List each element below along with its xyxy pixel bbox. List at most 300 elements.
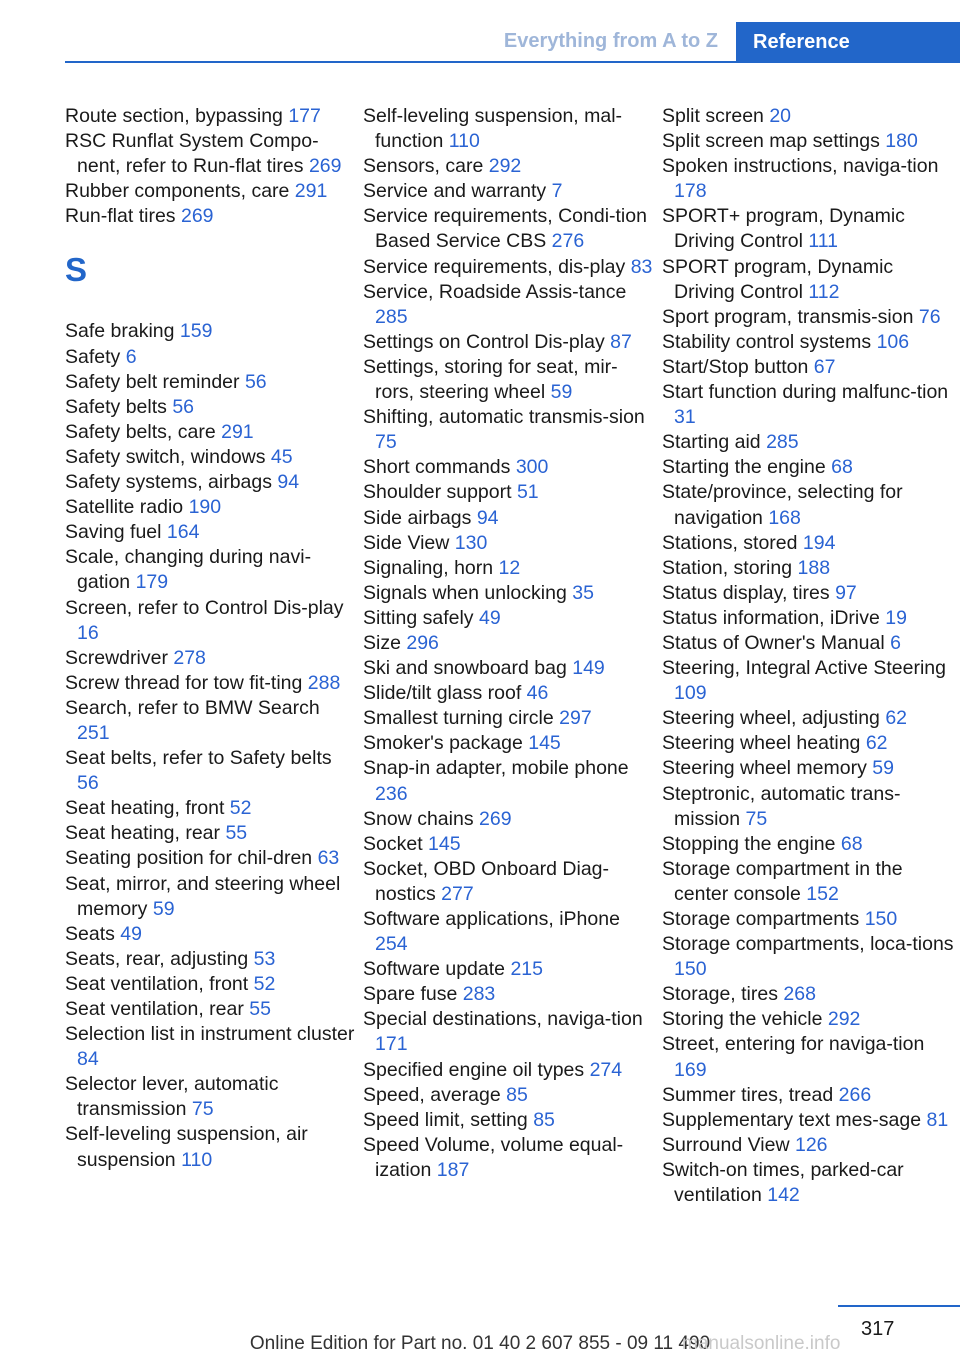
index-entry [65,1022,355,1072]
index-letter-heading: S [65,251,88,289]
entry-term: Station, storing [662,556,793,579]
index-entry [363,556,653,581]
entry-term: Self-leveling suspension, mal‐function [363,105,623,153]
page-reference-link[interactable]: 46 [526,682,549,705]
index-entry [363,255,653,280]
entry-term: SPORT+ program, Dynamic Driving Control [662,205,905,253]
index-column-2 [363,104,653,1183]
entry-term: Seating position for chil‐dren [65,847,313,870]
page-header [0,0,960,64]
entry-term: Spoken instructions, naviga‐tion [662,155,939,178]
page-reference-link[interactable]: 75 [191,1098,214,1121]
entry-term: Service requirements, dis‐play [363,255,626,278]
entry-term: Service, Roadside Assis‐tance [363,280,627,303]
index-entry [363,631,653,656]
page-reference-link[interactable]: 168 [768,506,801,529]
page-reference-link[interactable]: 20 [769,105,792,127]
index-entry [662,857,957,907]
page-reference-link[interactable]: 266 [838,1083,872,1106]
entry-term: Satellite radio [65,496,184,519]
page-reference-link[interactable]: 94 [277,471,300,494]
page-reference-link[interactable]: 269 [180,205,214,228]
page-reference-link[interactable]: 7 [551,180,563,203]
index-entry [662,104,957,129]
entry-term: Snap-in adapter, mobile phone [363,757,629,780]
entry-term: Stations, stored [662,531,798,554]
page-reference-link[interactable]: 6 [890,631,901,654]
entry-term: Smallest turning circle [363,707,554,730]
index-entry [363,832,653,857]
index-entry [662,430,957,455]
index-entry [65,545,355,595]
page-reference-link[interactable]: 269 [479,807,512,830]
page-reference-link[interactable]: 188 [797,556,831,579]
page-reference-link[interactable]: 152 [806,882,839,905]
entry-term: Special destinations, naviga‐tion [363,1008,643,1031]
page-reference-link[interactable]: 59 [550,381,573,404]
index-entry [363,957,653,982]
page-reference-link[interactable]: 110 [181,1148,213,1171]
index-entry [363,455,653,480]
footer-rule [838,1305,960,1307]
entry-term: Seat belts, refer to Safety belts [65,747,332,770]
index-entry [662,832,957,857]
entry-term: Safety systems, airbags [65,471,272,494]
index-entry [363,807,653,832]
page-reference-link[interactable]: 106 [876,330,910,353]
index-entry [363,204,653,254]
entry-term: Short commands [363,456,511,479]
page-reference-link[interactable]: 285 [375,305,408,328]
index-entry [65,445,355,470]
index-entry [363,104,653,154]
index-entry [662,556,957,581]
page-reference-link[interactable]: 177 [288,105,321,127]
index-entry [65,319,355,344]
index-entry [662,581,957,606]
index-entry [363,857,653,907]
entry-term: Storage compartment in the center console [662,857,903,905]
page-reference-link[interactable]: 142 [767,1184,800,1207]
entry-term: Status display, tires [662,581,830,604]
index-entry [363,1133,653,1183]
index-entry [662,782,957,832]
index-entry [65,345,355,370]
page-reference-link[interactable]: 159 [179,320,213,343]
index-entry [662,330,957,355]
entry-term: Safety [65,345,121,368]
page-reference-link[interactable]: 110 [448,130,480,153]
page-reference-link[interactable]: 164 [166,521,200,544]
index-entry [65,495,355,520]
index-entry [363,330,653,355]
entry-term: Sitting safely [363,606,474,629]
entry-term: Spare fuse [363,983,458,1006]
entry-term: State/province, selecting for navigation [662,481,903,529]
index-entry [363,1108,653,1133]
index-entry [363,1083,653,1108]
page-reference-link[interactable]: 35 [572,581,594,604]
page-reference-link[interactable]: 187 [436,1158,470,1181]
page-reference-link[interactable]: 274 [589,1058,623,1081]
page-reference-link[interactable]: 94 [476,506,499,529]
index-entry [363,480,653,505]
entry-term: Snow chains [363,807,474,830]
page-reference-link[interactable]: 53 [253,947,276,970]
page-reference-link[interactable]: 31 [674,406,696,429]
index-entry [65,671,355,696]
page-reference-link[interactable]: 145 [428,832,461,855]
entry-term: Seat heating, front [65,797,225,820]
page-reference-link[interactable]: 254 [375,933,408,956]
index-entry [65,104,355,129]
entry-term: Sport program, transmis‐sion [662,305,914,328]
entry-term: Specified engine oil types [363,1058,585,1081]
page-reference-link[interactable]: 149 [572,657,605,680]
entry-term: Seat ventilation, rear [65,998,244,1020]
page-reference-link[interactable]: 87 [610,330,632,353]
index-entry [662,907,957,932]
page-reference-link[interactable]: 109 [674,682,707,705]
entry-term: Shoulder support [363,481,512,504]
index-entry [662,656,957,706]
entry-term: Start function during malfunc‐tion [662,381,949,404]
page-reference-link[interactable]: 178 [674,180,707,203]
page-reference-link[interactable]: 59 [152,897,175,920]
header-rule [65,61,960,63]
watermark: manualsonline.info [682,1333,841,1354]
entry-term: Storage, tires [662,983,778,1006]
page-reference-link[interactable]: 75 [745,807,768,830]
entry-term: Slide/tilt glass roof [363,682,522,705]
entry-term: Supplementary text mes‐sage [662,1108,922,1131]
page-reference-link[interactable]: 51 [516,481,539,504]
index-column-1 [65,104,355,1173]
entry-term: Run-flat tires [65,205,176,228]
entry-term: Starting aid [662,431,761,454]
index-entry [363,982,653,1007]
entry-term: Storage compartments, loca‐tions [662,933,954,956]
page-reference-link[interactable]: 52 [229,797,252,820]
entry-term: Signaling, horn [363,556,494,579]
index-entry [65,846,355,871]
entry-term: Saving fuel [65,521,162,544]
entry-term: Speed Volume, volume equal‐ization [363,1133,624,1181]
page-reference-link[interactable]: 111 [808,230,839,253]
index-entry [363,706,653,731]
page-reference-link[interactable]: 283 [462,983,496,1006]
page-reference-link[interactable]: 291 [294,180,328,203]
index-entry [662,1083,957,1108]
page-reference-link[interactable]: 62 [885,707,908,730]
entry-term: Surround View [662,1133,790,1156]
index-entry [662,1007,957,1032]
page-reference-link[interactable]: 269 [308,155,342,178]
index-column-3 [662,104,957,1208]
page-reference-link[interactable]: 49 [478,606,501,629]
index-entry [65,179,355,204]
page-reference-link[interactable]: 285 [766,431,799,454]
page-reference-link[interactable]: 76 [918,305,941,328]
index-entry [363,405,653,455]
index-entry [363,179,653,204]
entry-term: Ski and snowboard bag [363,657,567,680]
entry-term: Steptronic, automatic trans‐mission [662,782,901,830]
page-reference-link[interactable]: 52 [253,972,276,995]
page-reference-link[interactable]: 268 [783,983,816,1006]
index-entry [662,204,957,254]
index-entry [65,922,355,947]
index-entry [662,531,957,556]
page-reference-link[interactable]: 150 [674,958,707,981]
entry-term: Safety belts, care [65,420,216,443]
page-reference-link[interactable]: 63 [317,847,340,870]
page-reference-link[interactable]: 126 [794,1133,828,1156]
index-entry [65,997,355,1022]
page-reference-link[interactable]: 97 [835,581,857,604]
entry-term: Software update [363,958,506,981]
entry-term: Steering wheel heating [662,732,861,755]
page-reference-link[interactable]: 194 [802,531,836,554]
index-entry [65,370,355,395]
page-reference-link[interactable]: 62 [865,732,888,755]
index-entry [65,696,355,746]
index-entry [662,731,957,756]
index-entry [662,455,957,480]
index-entry [662,706,957,731]
page-reference-link[interactable]: 67 [813,355,836,378]
index-entry [65,1072,355,1122]
page-reference-link[interactable]: 55 [225,822,248,845]
page-reference-link[interactable]: 56 [77,772,99,795]
entry-term: Seat heating, rear [65,822,221,845]
index-entry [65,204,355,229]
index-entry [662,1133,957,1158]
index-entry [363,581,653,606]
page-reference-link[interactable]: 215 [510,958,543,981]
entry-term: Settings, storing for seat, mir‐rors, steering wheel [363,355,618,404]
entry-term: Rubber components, care [65,180,290,203]
index-entry [662,480,957,530]
entry-term: Size [363,631,401,654]
index-entry [662,1032,957,1082]
entry-term: Service and warranty [363,180,547,203]
page-reference-link[interactable]: 180 [885,130,918,153]
page-reference-link[interactable]: 85 [533,1108,555,1131]
index-entry [363,606,653,631]
entry-term: Software applications, iPhone [363,908,620,930]
index-entry [65,129,355,179]
entry-term: Status information, iDrive [662,606,880,629]
entry-term: Safety belt reminder [65,370,240,393]
page-reference-link[interactable]: 112 [808,280,840,303]
entry-term: Seat, mirror, and steering wheel memory [65,872,341,920]
entry-term: Selection list in instrument cluster [65,1023,355,1046]
entry-term: RSC Runflat System Compo‐nent, refer to Run-flat tires [65,130,319,178]
index-entry [363,907,653,957]
index-entry [65,947,355,972]
page-reference-link[interactable]: 85 [506,1083,528,1106]
entry-term: Steering, Integral Active Steering [662,657,946,680]
index-entry [662,129,957,154]
page-reference-link[interactable]: 19 [885,606,907,629]
index-entry [65,646,355,671]
entry-term: Storage compartments [662,908,860,930]
page-reference-link[interactable]: 297 [559,707,592,730]
page-reference-link[interactable]: 16 [77,621,99,644]
page-number: 317 [861,1318,895,1340]
page-reference-link[interactable]: 68 [831,456,853,479]
page-reference-link[interactable]: 12 [498,556,521,579]
index-entry [65,470,355,495]
index-entry [662,305,957,330]
entry-term: Stopping the engine [662,832,836,855]
index-entry [65,746,355,796]
entry-term: Screwdriver [65,646,168,669]
index-entry [662,355,957,380]
index-entry [363,154,653,179]
index-entry [363,506,653,531]
entry-term: Search, refer to BMW Search [65,696,320,719]
entry-term: Status of Owner's Manual [662,631,885,654]
entry-term: Socket, OBD Onboard Diag‐nostics [363,857,610,905]
page-reference-link[interactable]: 83 [630,255,653,278]
entry-term: Storing the vehicle [662,1008,823,1031]
entry-term: Seats, rear, adjusting [65,947,249,970]
index-entry [363,731,653,756]
index-entry [65,395,355,420]
index-entry [363,280,653,330]
index-entry [65,972,355,997]
page-reference-link[interactable]: 130 [454,531,488,554]
index-entry [662,1108,957,1133]
chapter-tab: Reference [736,22,960,62]
page-reference-link[interactable]: 45 [270,445,293,468]
entry-term: Settings on Control Dis‐play [363,330,605,353]
entry-term: Summer tires, tread [662,1083,834,1106]
entry-term: Stability control systems [662,330,872,353]
entry-term: Selector lever, automatic transmission [65,1073,279,1121]
index-entry [662,631,957,656]
page-reference-link[interactable]: 236 [375,782,408,805]
page-reference-link[interactable]: 300 [515,456,549,479]
index-entry [662,154,957,204]
entry-term: Self-leveling suspension, air suspension [65,1123,308,1171]
index-entry [662,606,957,631]
page-reference-link[interactable]: 179 [135,571,169,594]
index-entry [65,872,355,922]
index-entry [662,756,957,781]
entry-term: Safe braking [65,320,175,343]
entry-term: Street, entering for naviga‐tion [662,1033,925,1056]
entry-term: Smoker's package [363,732,523,755]
entry-term: Safety belts [65,395,167,418]
entry-term: Shifting, automatic transmis‐sion [363,406,645,429]
index-entry [65,520,355,545]
page-reference-link[interactable]: 49 [120,922,142,945]
entry-term: Steering wheel, adjusting [662,707,880,730]
page-reference-link[interactable]: 278 [173,646,206,669]
entry-term: Side airbags [363,506,472,529]
page-reference-link[interactable]: 55 [249,998,271,1020]
entry-term: Seat ventilation, front [65,972,249,995]
page-reference-link[interactable]: 145 [528,732,561,755]
entry-term: Switch-on times, parked-car ventilation [662,1158,904,1207]
page-reference-link[interactable]: 68 [840,832,863,855]
page-reference-link[interactable]: 59 [872,757,894,780]
section-title: Everything from A to Z [503,30,718,52]
page-reference-link[interactable]: 171 [375,1033,408,1056]
entry-term: Service requirements, Condi‐tion Based Service CBS [363,205,647,253]
footer-edition: Online Edition for Part no. 01 40 2 607 855 - 09 11 490 [249,1333,711,1354]
page-reference-link[interactable]: 292 [827,1008,861,1031]
index-entry [363,656,653,681]
index-entry [363,1058,653,1083]
index-entry [662,932,957,982]
page-reference-link[interactable]: 277 [441,882,474,905]
entry-term: Screw thread for tow fit‐ting [65,671,303,694]
entry-term: Route section, bypassing [65,105,283,127]
entry-term: Seats [65,922,115,945]
entry-term: Scale, changing during navi‐gation [65,546,312,594]
entry-term: Speed limit, setting [363,1108,528,1131]
page-reference-link[interactable]: 291 [221,420,254,443]
page-reference-link[interactable]: 56 [172,395,195,418]
index-entry [65,1122,355,1172]
page-reference-link[interactable]: 292 [488,155,522,178]
entry-term: Safety switch, windows [65,445,266,468]
page-reference-link[interactable]: 296 [406,631,439,654]
index-entry [363,1007,653,1057]
index-entry [363,355,653,405]
entry-term: Screen, refer to Control Dis‐play [65,596,344,619]
page-reference-link[interactable]: 288 [307,671,341,694]
entry-term: Starting the engine [662,456,826,479]
entry-term: Steering wheel memory [662,757,867,780]
page-reference-link[interactable]: 150 [864,908,898,930]
page-reference-link[interactable]: 84 [77,1048,99,1071]
index-entry [363,531,653,556]
index-entry [65,821,355,846]
entry-term: Sensors, care [363,155,484,178]
index-entry [65,596,355,646]
index-entry [662,982,957,1007]
entry-term: Start/Stop button [662,355,809,378]
entry-term: SPORT program, Dynamic Driving Control [662,255,894,303]
index-entry [363,681,653,706]
page-reference-link[interactable]: 276 [551,230,585,253]
index-entry [363,756,653,806]
page-reference-link[interactable]: 251 [77,721,110,744]
entry-term: Split screen [662,105,764,127]
index-entry [65,420,355,445]
page-reference-link[interactable]: 56 [244,370,267,393]
entry-term: Split screen map settings [662,130,880,153]
entry-term: Speed, average [363,1083,501,1106]
index-entry [662,255,957,305]
page-reference-link[interactable]: 75 [375,431,397,454]
entry-term: Side View [363,531,450,554]
page-reference-link[interactable]: 6 [125,345,137,368]
entry-term: Socket [363,832,423,855]
page-reference-link[interactable]: 81 [926,1108,949,1131]
page-reference-link[interactable]: 169 [674,1058,707,1081]
entry-term: Signals when unlocking [363,581,567,604]
index-entry [662,1158,957,1208]
page-reference-link[interactable]: 190 [188,496,222,519]
index-entry [662,380,957,430]
index-entry [65,796,355,821]
